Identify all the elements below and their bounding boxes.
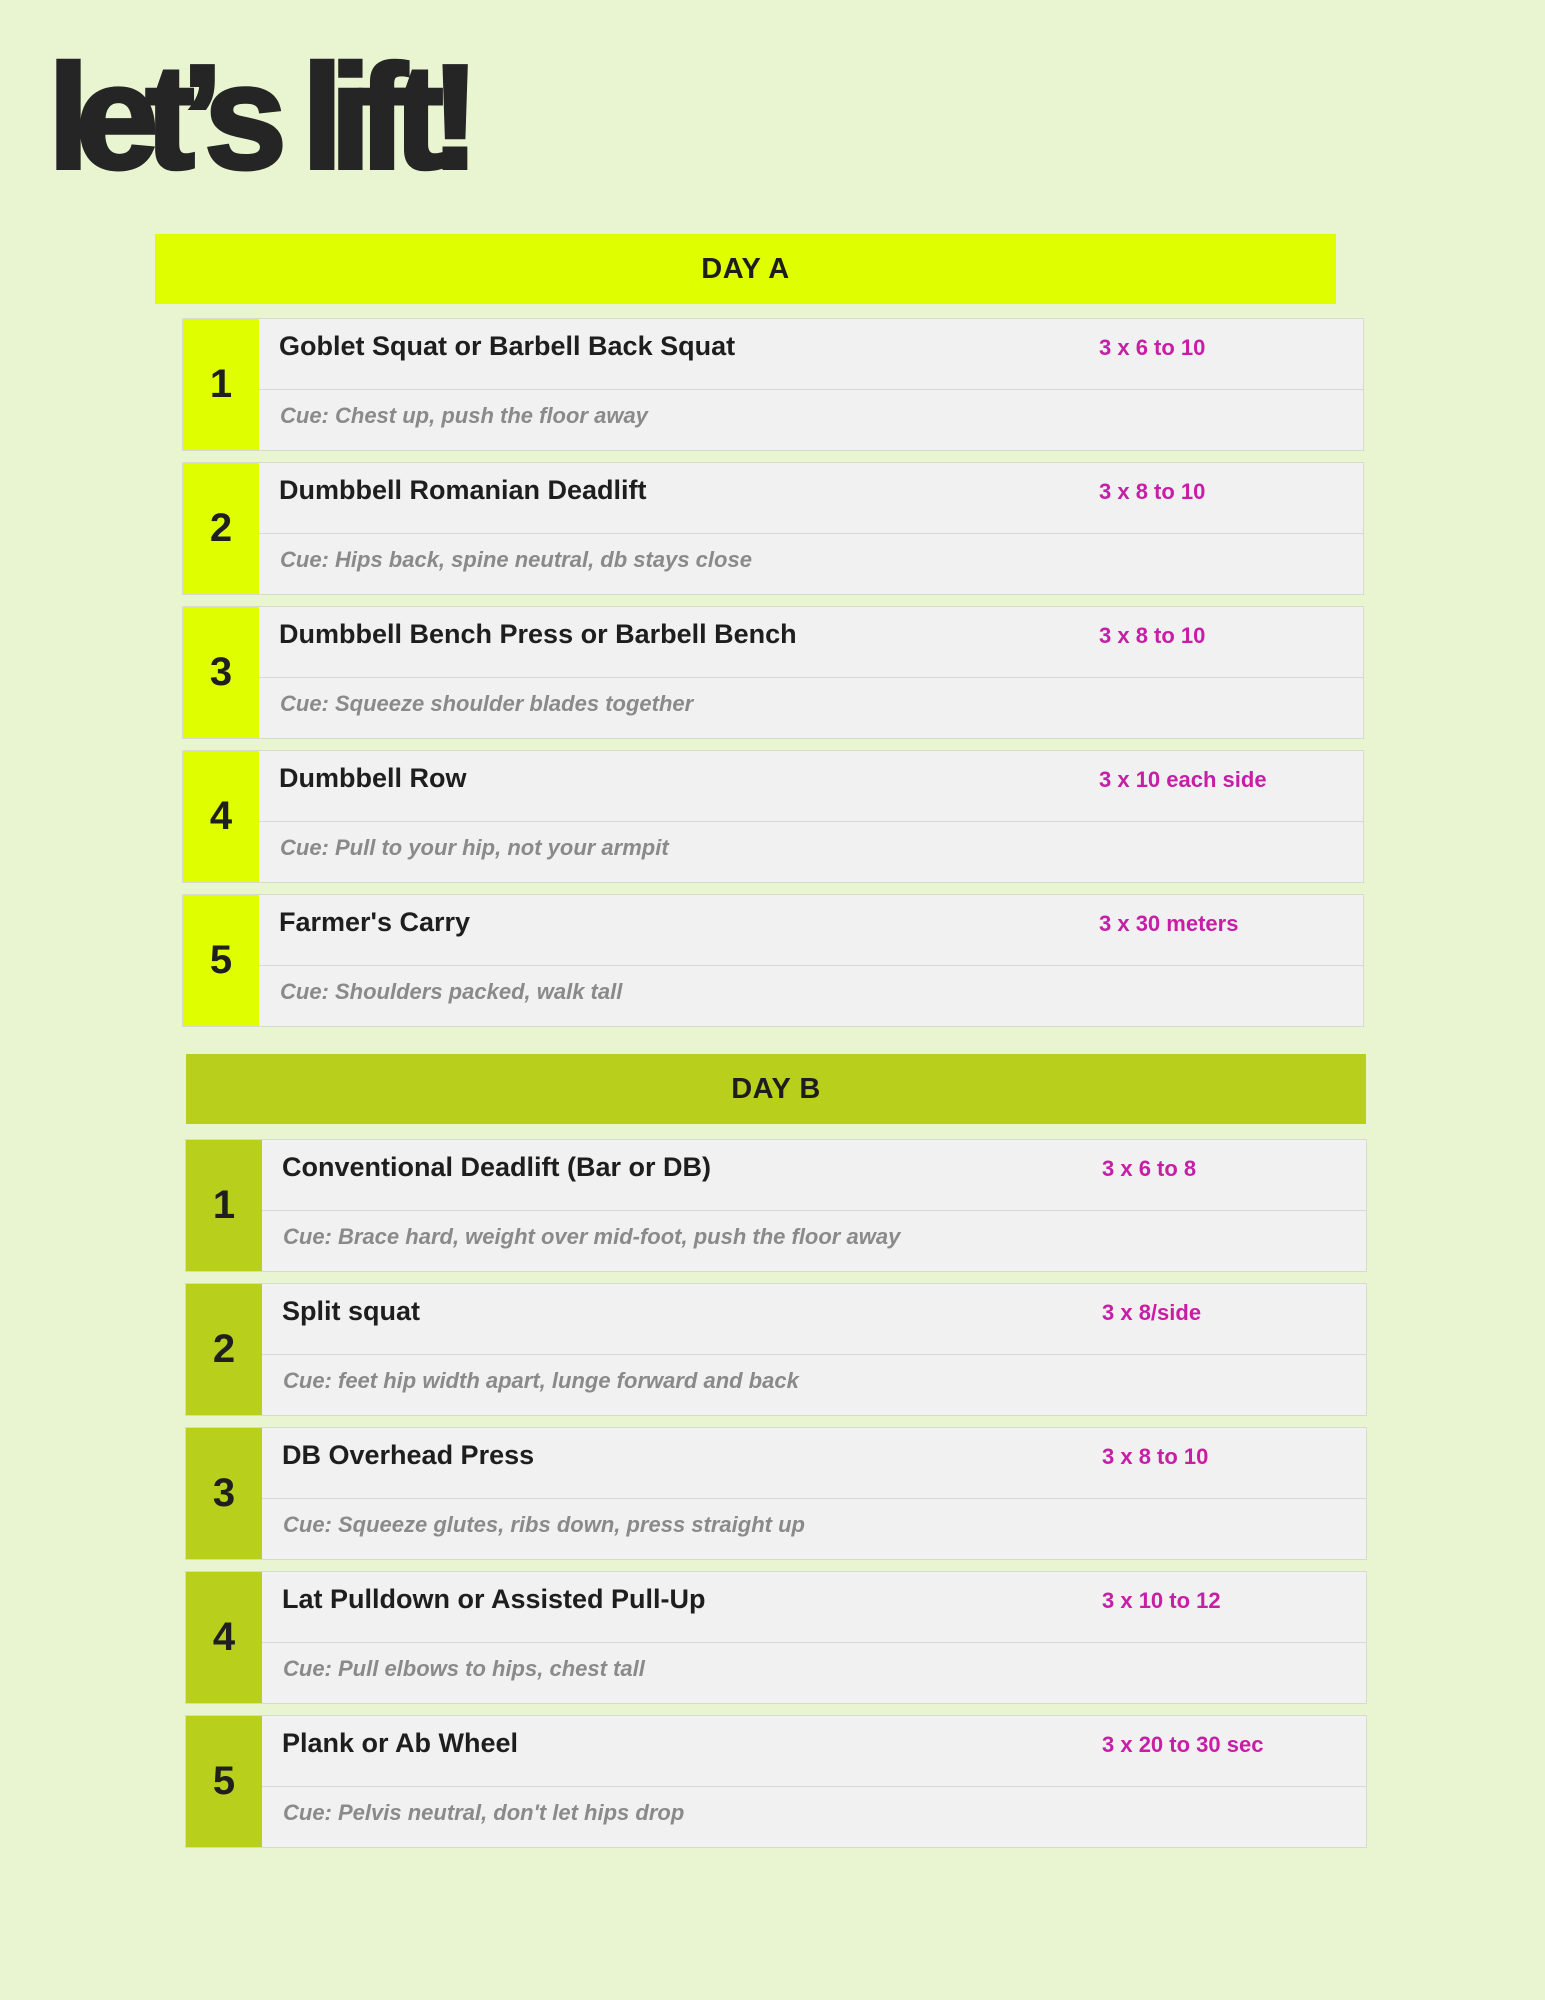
- exercise-name: Farmer's Carry: [279, 907, 471, 937]
- exercise-sets: 3 x 8 to 10: [1099, 623, 1206, 648]
- exercise-name: Plank or Ab Wheel: [282, 1728, 519, 1758]
- exercise-cue: Cue: Pelvis neutral, don't let hips drop: [283, 1800, 685, 1825]
- exercise-sets: 3 x 20 to 30 sec: [1102, 1732, 1264, 1757]
- exercise-cue: Cue: Pull to your hip, not your armpit: [280, 835, 669, 860]
- day-b-header: [186, 1054, 1366, 1124]
- exercise-number: 2: [183, 463, 259, 594]
- exercise-card: [182, 750, 1364, 883]
- exercise-sets: 3 x 6 to 8: [1102, 1156, 1197, 1181]
- exercise-sets: 3 x 8 to 10: [1102, 1444, 1209, 1469]
- page-title: let’s lift!: [48, 35, 467, 200]
- exercise-cue: Cue: Hips back, spine neutral, db stays close: [280, 547, 752, 572]
- exercise-cue: Cue: Brace hard, weight over mid-foot, push the floor away: [283, 1224, 901, 1249]
- day-b-label: DAY B: [731, 1072, 821, 1105]
- exercise-cue: Cue: Squeeze glutes, ribs down, press straight up: [283, 1512, 805, 1537]
- exercise-name: Split squat: [282, 1296, 421, 1326]
- exercise-sets: 3 x 30 meters: [1099, 911, 1239, 936]
- exercise-sets: 3 x 8/side: [1102, 1300, 1202, 1325]
- exercise-card: [185, 1283, 1367, 1416]
- exercise-number: 4: [183, 751, 259, 882]
- exercise-name: Conventional Deadlift (Bar or DB): [282, 1152, 712, 1182]
- exercise-number: 1: [186, 1140, 262, 1271]
- exercise-card: [182, 462, 1364, 595]
- day-a-label: DAY A: [701, 252, 790, 285]
- exercise-cue: Cue: Pull elbows to hips, chest tall: [283, 1656, 645, 1681]
- exercise-sets: 3 x 10 to 12: [1102, 1588, 1221, 1613]
- exercise-cue: Cue: Shoulders packed, walk tall: [280, 979, 623, 1004]
- exercise-sets: 3 x 8 to 10: [1099, 479, 1206, 504]
- exercise-name: DB Overhead Press: [282, 1440, 535, 1470]
- exercise-card: [182, 318, 1364, 451]
- exercise-number: 1: [183, 319, 259, 450]
- exercise-name: Goblet Squat or Barbell Back Squat: [279, 331, 736, 361]
- exercise-name: Dumbbell Romanian Deadlift: [279, 475, 647, 505]
- exercise-number: 2: [186, 1284, 262, 1415]
- exercise-number: 5: [186, 1716, 262, 1847]
- exercise-cue: Cue: Squeeze shoulder blades together: [280, 691, 694, 716]
- exercise-number: 3: [183, 607, 259, 738]
- exercise-cue: Cue: Chest up, push the floor away: [280, 403, 648, 428]
- exercise-card: [185, 1571, 1367, 1704]
- exercise-name: Dumbbell Bench Press or Barbell Bench: [279, 619, 797, 649]
- exercise-card: [182, 606, 1364, 739]
- exercise-number: 5: [183, 895, 259, 1026]
- exercise-name: Dumbbell Row: [279, 763, 467, 793]
- exercise-cue: Cue: feet hip width apart, lunge forward and back: [283, 1368, 799, 1393]
- exercise-name: Lat Pulldown or Assisted Pull-Up: [282, 1584, 706, 1614]
- exercise-card: [182, 894, 1364, 1027]
- day-a-header: [155, 234, 1336, 304]
- exercise-card: [185, 1427, 1367, 1560]
- exercise-card: [185, 1715, 1367, 1848]
- exercise-number: 4: [186, 1572, 262, 1703]
- exercise-card: [185, 1139, 1367, 1272]
- exercise-sets: 3 x 6 to 10: [1099, 335, 1206, 360]
- exercise-sets: 3 x 10 each side: [1099, 767, 1267, 792]
- exercise-number: 3: [186, 1428, 262, 1559]
